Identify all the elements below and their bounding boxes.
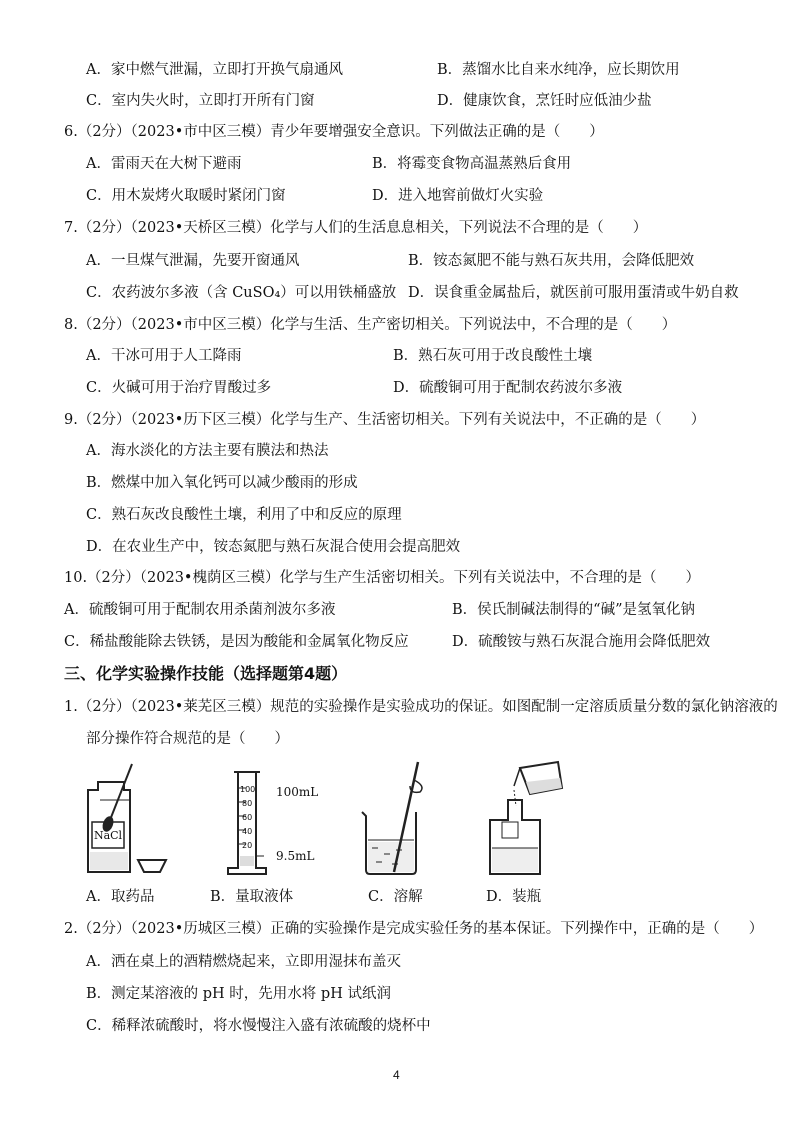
option-a: A．干冰可用于人工降雨 [86, 348, 242, 364]
option-b: B．将霉变食物高温蒸熟后食用 [372, 156, 572, 172]
option-a: A．家中燃气泄漏，立即打开换气扇通风 [86, 62, 343, 78]
option-c: C．熟石灰改良酸性土壤，利用了中和反应的原理 [86, 507, 402, 523]
option-a: A．一旦煤气泄漏，先要开窗通风 [86, 253, 300, 269]
question-stem: 9.（2分）（2023•历下区三模）化学与生产、生活密切相关。下列有关说法中，不正确的是（ ） [64, 412, 706, 428]
pouring-into-bottle-figure [490, 762, 562, 874]
tick-label-40: 40 [242, 827, 253, 836]
question-stem: 10.（2分）（2023•槐荫区三模）化学与生产生活密切相关。下列有关说法中，不合理的是（ ） [64, 570, 700, 586]
tick-label-60: 60 [242, 813, 253, 822]
option-d: D．健康饮食，烹饪时应低油少盐 [437, 93, 652, 109]
option-b: B．蒸馏水比自来水纯净，应长期饮用 [437, 62, 680, 78]
nacl-label: NaCl [93, 829, 123, 842]
option-c: C．火碱可用于治疗胃酸过多 [86, 380, 272, 396]
option-c: C．用木炭烤火取暖时紧闭门窗 [86, 188, 286, 204]
figure-caption-b: B．量取液体 [210, 889, 294, 905]
option-a: A．海水淡化的方法主要有膜法和热法 [86, 443, 329, 459]
option-b: B．燃煤中加入氧化钙可以减少酸雨的形成 [86, 475, 358, 491]
option-d: D．误食重金属盐后，就医前可服用蛋清或牛奶自救 [408, 285, 739, 301]
tick-label-100: 100 [240, 785, 256, 794]
tick-label-80: 80 [242, 799, 253, 808]
question-stem: 2.（2分）（2023•历城区三模）正确的实验操作是完成实验任务的基本保证。下列操作中，正确的是（ ） [64, 921, 764, 937]
volume-label-100ml: 100mL [276, 785, 319, 799]
option-d: D．在农业生产中，铵态氮肥与熟石灰混合使用会提高肥效 [86, 539, 461, 555]
page-number: 4 [393, 1068, 400, 1082]
option-c: C．稀盐酸能除去铁锈，是因为酸能和金属氧化物反应 [64, 634, 409, 650]
question-stem: 7.（2分）（2023•天桥区三模）化学与人们的生活息息相关，下列说法不合理的是（ ） [64, 220, 648, 236]
option-d: D．硫酸铵与熟石灰混合施用会降低肥效 [452, 634, 711, 650]
beaker-stirring-figure [362, 762, 422, 874]
figure-caption-d: D．装瓶 [486, 889, 542, 905]
question-stem: 1.（2分）（2023•莱芜区三模）规范的实验操作是实验成功的保证。如图配制一定溶质质量分数的氯化钠溶液的 [64, 699, 778, 715]
option-b: B．测定某溶液的 pH 时，先用水将 pH 试纸润 [86, 986, 391, 1002]
tick-label-20: 20 [242, 841, 253, 850]
option-d: D．硫酸铜可用于配制农药波尔多液 [393, 380, 623, 396]
option-a: A．洒在桌上的酒精燃烧起来，立即用湿抹布盖灭 [86, 954, 401, 970]
reagent-bottle-figure [88, 764, 166, 872]
volume-label-9-5ml: 9.5mL [276, 849, 315, 863]
section-title: 三、化学实验操作技能（选择题第4题） [64, 664, 348, 683]
option-a: A．硫酸铜可用于配制农用杀菌剂波尔多液 [64, 602, 336, 618]
lab-operations-figure [80, 760, 580, 880]
option-c: C．稀释浓硫酸时，将水慢慢注入盛有浓硫酸的烧杯中 [86, 1018, 431, 1034]
option-b: B．侯氏制碱法制得的“碱”是氢氧化钠 [452, 602, 695, 618]
option-c: C．室内失火时，立即打开所有门窗 [86, 93, 315, 109]
option-b: B．熟石灰可用于改良酸性土壤 [393, 348, 593, 364]
question-stem-continued: 部分操作符合规范的是（ ） [86, 731, 289, 747]
option-c: C．农药波尔多液（含 CuSO₄）可以用铁桶盛放 [86, 285, 397, 301]
question-stem: 8.（2分）（2023•市中区三模）化学与生活、生产密切相关。下列说法中，不合理的是（ ） [64, 317, 677, 333]
option-b: B．铵态氮肥不能与熟石灰共用，会降低肥效 [408, 253, 695, 269]
option-a: A．雷雨天在大树下避雨 [86, 156, 242, 172]
figure-caption-a: A．取药品 [86, 889, 155, 905]
question-stem: 6.（2分）（2023•市中区三模）青少年要增强安全意识。下列做法正确的是（ ） [64, 124, 604, 140]
figure-caption-c: C．溶解 [368, 889, 423, 905]
option-d: D．进入地窖前做灯火实验 [372, 188, 544, 204]
